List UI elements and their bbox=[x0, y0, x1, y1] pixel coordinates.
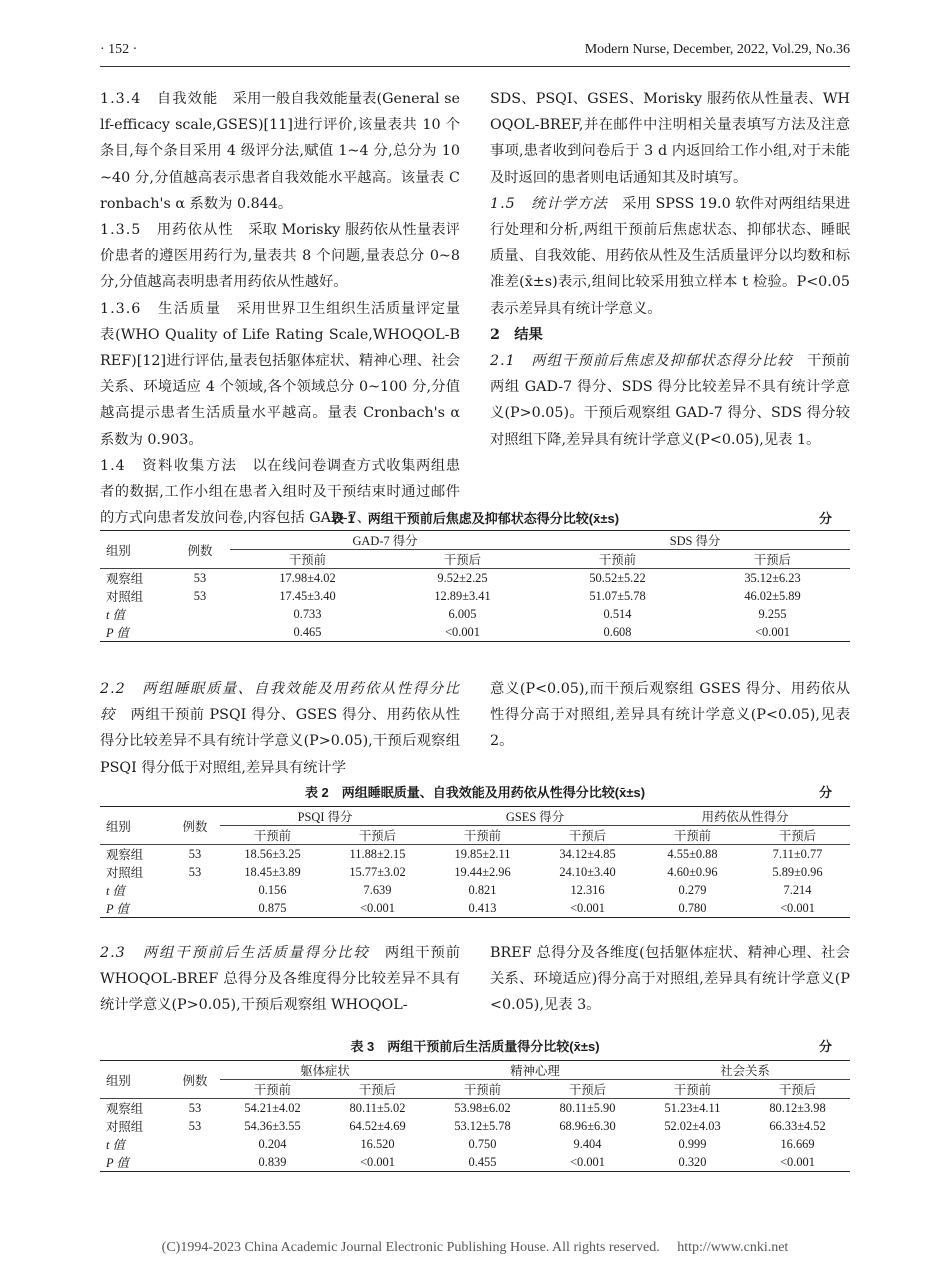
sub-header: 干预后 bbox=[745, 826, 850, 845]
table-row bbox=[100, 845, 850, 864]
cell: 0.780 bbox=[640, 899, 745, 918]
body-section-1 bbox=[100, 86, 850, 531]
cell: 0.156 bbox=[258, 882, 287, 897]
para-1-3-5 bbox=[100, 217, 460, 296]
journal-citation: Modern Nurse, December, 2022, Vol.29, No.36 bbox=[584, 42, 850, 57]
table-row bbox=[100, 623, 850, 642]
group-header: 社会关系 bbox=[640, 1061, 850, 1080]
cell: <0.001 bbox=[745, 1153, 850, 1172]
unit-label: 分 bbox=[818, 511, 832, 526]
sub-header: 干预后 bbox=[325, 826, 430, 845]
results-heading: 2 结果 bbox=[490, 326, 543, 343]
para-2-1 bbox=[490, 348, 850, 453]
cell: 0.875 bbox=[220, 899, 325, 918]
left-column-1 bbox=[100, 86, 460, 531]
para-text: 采用世界卫生组织生活质量评定量表(WHO Quality of Life Rating Scale,WHOQOL-BREF)[12]进行评估,量表包括躯体症状、精神心理、社会关系、环境适应 4 个领域,各个领域总分 0~100 分,分值越高提示患者生活质量水平越高。量表 Cronbach's α 系数为 0.903。 bbox=[100, 300, 460, 448]
para-text: 两组干预前 WHOQOL-BREF 总得分及各维度得分比较差异不具有统计学意义(P>0.05),干预后观察组 WHOQOL- bbox=[100, 945, 460, 1014]
sub-header: 干预后 bbox=[695, 550, 850, 569]
sub-header: 干预前 bbox=[230, 550, 385, 569]
cell: 54.36±3.55 bbox=[244, 1118, 301, 1133]
cell: 52.02±4.03 bbox=[664, 1118, 721, 1133]
sub-header: 干预后 bbox=[535, 826, 640, 845]
cell: <0.001 bbox=[535, 899, 640, 918]
cell: 9.52±2.25 bbox=[437, 570, 488, 585]
cell: 0.839 bbox=[220, 1153, 325, 1172]
para-head: 1.3.4 自我效能 bbox=[100, 91, 219, 107]
body-section-3 bbox=[100, 940, 850, 1019]
para-2-3-cont: BREF 总得分及各维度(包括躯体症状、精神心理、社会关系、环境适应)得分高于对照组,差异具有统计学意义(P<0.05),见表 3。 bbox=[490, 945, 850, 1014]
cell: <0.001 bbox=[325, 1153, 430, 1172]
row-label: P 值 bbox=[100, 623, 170, 642]
left-column-2 bbox=[100, 676, 460, 781]
col-group-header: 组别 bbox=[100, 807, 170, 845]
para-2-2-cont: 意义(P<0.05),而干预后观察组 GSES 得分、用药依从性得分高于对照组,差异具有统计学意义(P<0.05),见表 2。 bbox=[490, 681, 850, 750]
para-1-3-6 bbox=[100, 296, 460, 453]
para-text: 采用 SPSS 19.0 软件对两组结果进行处理和分析,两组干预前后焦虑状态、抑郁状态、睡眠质量、自我效能、用药依从性及生活质量评分以均数和标准差(x̄±s)表示,组间比较采用独立样本 t 检验。P<0.05 表示差异具有统计学意义。 bbox=[490, 195, 850, 317]
cell: 0.413 bbox=[430, 899, 535, 918]
cell: 46.02±5.89 bbox=[744, 588, 801, 603]
sub-header: 干预前 bbox=[220, 826, 325, 845]
group-header: GSES 得分 bbox=[430, 807, 640, 826]
cell: 80.11±5.02 bbox=[349, 1100, 406, 1115]
cell: 16.520 bbox=[360, 1136, 395, 1151]
left-column-3 bbox=[100, 940, 460, 1019]
sub-header: 干预前 bbox=[640, 1080, 745, 1099]
table-header-row bbox=[100, 1061, 850, 1080]
row-label: 观察组 bbox=[106, 1102, 144, 1116]
para-head: 1.5 统计学方法 bbox=[490, 195, 608, 212]
cell: 0.514 bbox=[603, 606, 632, 621]
para-text: 两组干预前 PSQI 得分、GSES 得分、用药依从性得分比较差异不具有统计学意义(P>0.05),干预后观察组 PSQI 得分低于对照组,差异具有统计学 bbox=[100, 707, 460, 776]
cell: 4.55±0.88 bbox=[667, 846, 718, 861]
table-row bbox=[100, 569, 850, 588]
caption-text: 表 2 两组睡眠质量、自我效能及用药依从性得分比较(x̄±s) bbox=[304, 785, 646, 800]
right-column-1 bbox=[490, 86, 850, 531]
header-rule bbox=[100, 66, 850, 67]
table-header-row bbox=[100, 807, 850, 826]
col-group-header: 组别 bbox=[100, 531, 170, 569]
cell bbox=[170, 1153, 220, 1172]
body-section-2 bbox=[100, 676, 850, 781]
cell: 0.465 bbox=[230, 623, 385, 642]
cell: 0.455 bbox=[430, 1153, 535, 1172]
unit-label: 分 bbox=[818, 785, 832, 800]
table-2 bbox=[100, 806, 850, 918]
group-header: 精神心理 bbox=[430, 1061, 640, 1080]
table-row bbox=[100, 881, 850, 899]
table-3 bbox=[100, 1060, 850, 1172]
cell: 53 bbox=[188, 846, 202, 861]
para-2-3 bbox=[100, 940, 460, 1019]
row-label: t 值 bbox=[106, 884, 125, 898]
cell bbox=[170, 605, 230, 623]
table-row bbox=[100, 1099, 850, 1118]
table-row bbox=[100, 1135, 850, 1153]
cell: 16.669 bbox=[780, 1136, 815, 1151]
group-header: SDS 得分 bbox=[540, 531, 850, 550]
col-n-header: 例数 bbox=[170, 1061, 220, 1099]
cell: 50.52±5.22 bbox=[589, 570, 646, 585]
cell: 12.89±3.41 bbox=[434, 588, 491, 603]
para-2-2 bbox=[100, 676, 460, 781]
para-head: 1.3.5 用药依从性 bbox=[100, 222, 234, 239]
cell: 64.52±4.69 bbox=[349, 1118, 406, 1133]
cell: 0.279 bbox=[678, 882, 707, 897]
cell: 17.98±4.02 bbox=[279, 570, 336, 585]
col-n-header: 例数 bbox=[170, 531, 230, 569]
cell: 11.88±2.15 bbox=[349, 846, 406, 861]
cell: <0.001 bbox=[385, 623, 540, 642]
cell: 54.21±4.02 bbox=[244, 1100, 301, 1115]
cell: 53 bbox=[193, 588, 207, 603]
cell: 15.77±3.02 bbox=[349, 864, 406, 879]
row-label: 对照组 bbox=[106, 1120, 144, 1134]
cell: 0.608 bbox=[540, 623, 695, 642]
para-head: 2.1 两组干预前后焦虑及抑郁状态得分比较 bbox=[490, 353, 793, 370]
cell: 17.45±3.40 bbox=[279, 588, 336, 603]
para-text: 以在线问卷调查方式收集两组患者的数据,工作小组在患者入组时及干预结束时通过邮件的方式向患者发放问卷,内容包括 GAD-7、 bbox=[100, 457, 460, 527]
cell: 9.255 bbox=[758, 606, 787, 621]
para-1-3-4 bbox=[100, 86, 460, 217]
cell: 34.12±4.85 bbox=[559, 846, 616, 861]
row-label: t 值 bbox=[106, 1138, 125, 1152]
table-row bbox=[100, 605, 850, 623]
cell: 19.85±2.11 bbox=[454, 846, 511, 861]
sub-header: 干预后 bbox=[385, 550, 540, 569]
cell bbox=[170, 1135, 220, 1153]
row-label: 对照组 bbox=[106, 866, 144, 880]
para-head: 1.3.6 生活质量 bbox=[100, 300, 222, 317]
cell: 53.98±6.02 bbox=[454, 1100, 511, 1115]
cell: 18.56±3.25 bbox=[244, 846, 301, 861]
table-row bbox=[100, 863, 850, 881]
caption-text: 表 1 两组干预前后焦虑及抑郁状态得分比较(x̄±s) bbox=[330, 511, 620, 526]
sub-header: 干预前 bbox=[640, 826, 745, 845]
cell: 66.33±4.52 bbox=[769, 1118, 826, 1133]
cell: 80.11±5.90 bbox=[559, 1100, 616, 1115]
right-column-2 bbox=[490, 676, 850, 781]
col-n-header: 例数 bbox=[170, 807, 220, 845]
row-label: P 值 bbox=[100, 1153, 170, 1172]
cell: 53.12±5.78 bbox=[454, 1118, 511, 1133]
cell: 7.11±0.77 bbox=[772, 846, 823, 861]
table-row bbox=[100, 587, 850, 605]
para-head: 1.4 资料收集方法 bbox=[100, 457, 238, 474]
cell: <0.001 bbox=[325, 899, 430, 918]
cell: 0.750 bbox=[468, 1136, 497, 1151]
sub-header: 干预前 bbox=[540, 550, 695, 569]
cell: 0.999 bbox=[678, 1136, 707, 1151]
cell: 12.316 bbox=[570, 882, 605, 897]
para-head: 2.3 两组干预前后生活质量得分比较 bbox=[100, 945, 370, 961]
row-label: 观察组 bbox=[106, 572, 144, 586]
group-header: 用药依从性得分 bbox=[640, 807, 850, 826]
sub-header: 干预后 bbox=[325, 1080, 430, 1099]
cell: 0.204 bbox=[258, 1136, 287, 1151]
cell: 18.45±3.89 bbox=[244, 864, 301, 879]
cell: 51.07±5.78 bbox=[589, 588, 646, 603]
cell: 53 bbox=[193, 570, 207, 585]
para-1-5 bbox=[490, 191, 850, 322]
cell: 80.12±3.98 bbox=[769, 1100, 826, 1115]
cell: <0.001 bbox=[745, 899, 850, 918]
cell: 9.404 bbox=[573, 1136, 602, 1151]
unit-label: 分 bbox=[818, 1039, 832, 1054]
cell: 19.44±2.96 bbox=[454, 864, 511, 879]
cell: 5.89±0.96 bbox=[772, 864, 823, 879]
table-header-row bbox=[100, 531, 850, 550]
cell: 7.639 bbox=[363, 882, 392, 897]
cell: 51.23±4.11 bbox=[664, 1100, 721, 1115]
row-label: P 值 bbox=[100, 899, 170, 918]
cell bbox=[170, 623, 230, 642]
row-label: 观察组 bbox=[106, 848, 144, 862]
caption-text: 表 3 两组干预前后生活质量得分比较(x̄±s) bbox=[350, 1039, 600, 1054]
group-header: 躯体症状 bbox=[220, 1061, 430, 1080]
cell: 53 bbox=[188, 864, 202, 879]
sub-header: 干预前 bbox=[220, 1080, 325, 1099]
cell: 35.12±6.23 bbox=[744, 570, 801, 585]
para-1-4-cont: SDS、PSQI、GSES、Morisky 服药依从性量表、WHOQOL-BREF,并在邮件中注明相关量表填写方法及注意事项,患者收到问卷后于 3 d 内返回给工作小组,对于未能及时返回的患者则电话通知其及时填写。 bbox=[490, 91, 850, 186]
cell: 53 bbox=[188, 1100, 202, 1115]
para-text: 采用一般自我效能量表(General self-efficacy scale,GSES)[11]进行评价,该量表共 10 个条目,每个条目采用 4 级评分法,赋值 1~4 分,总分为 10~40 分,分值越高表示患者自我效能水平越高。该量表 Cronbach's α 系数为 0.844。 bbox=[100, 91, 460, 212]
row-label: t 值 bbox=[106, 608, 125, 622]
table-row bbox=[100, 1153, 850, 1172]
copyright-footer: (C)1994-2023 China Academic Journal Electronic Publishing House. All rights reserved. http://www.cnki.net bbox=[161, 1240, 789, 1255]
sub-header: 干预后 bbox=[745, 1080, 850, 1099]
group-header: GAD-7 得分 bbox=[230, 531, 540, 550]
cell: 4.60±0.96 bbox=[667, 864, 718, 879]
table-1-caption bbox=[100, 508, 850, 527]
cell: <0.001 bbox=[535, 1153, 640, 1172]
sub-header: 干预前 bbox=[430, 826, 535, 845]
cell: 0.733 bbox=[293, 606, 322, 621]
cell: 0.821 bbox=[468, 882, 497, 897]
para-text: 采取 Morisky 服药依从性量表评价患者的遵医用药行为,量表共 8 个问题,量表总分 0~8 分,分值越高表明患者用药依从性越好。 bbox=[100, 222, 460, 291]
cell: <0.001 bbox=[695, 623, 850, 642]
table-3-caption bbox=[100, 1036, 850, 1055]
sub-header: 干预前 bbox=[430, 1080, 535, 1099]
page-number: · 152 · bbox=[100, 42, 138, 57]
cell: 7.214 bbox=[783, 882, 812, 897]
cell: 53 bbox=[188, 1118, 202, 1133]
row-label: 对照组 bbox=[106, 590, 144, 604]
sub-header: 干预后 bbox=[535, 1080, 640, 1099]
table-1 bbox=[100, 530, 850, 642]
para-text: 干预前两组 GAD-7 得分、SDS 得分比较差异不具有统计学意义(P>0.05)。干预后观察组 GAD-7 得分、SDS 得分较对照组下降,差异具有统计学意义(P<0.05),见表 1。 bbox=[490, 353, 850, 448]
table-row bbox=[100, 1117, 850, 1135]
cell: 24.10±3.40 bbox=[559, 864, 616, 879]
cell bbox=[170, 899, 220, 918]
table-2-caption bbox=[100, 782, 850, 801]
group-header: PSQI 得分 bbox=[220, 807, 430, 826]
cell: 0.320 bbox=[640, 1153, 745, 1172]
cell: 68.96±6.30 bbox=[559, 1118, 616, 1133]
col-group-header: 组别 bbox=[100, 1061, 170, 1099]
right-column-3 bbox=[490, 940, 850, 1019]
table-row bbox=[100, 899, 850, 918]
cell bbox=[170, 881, 220, 899]
cell: 6.005 bbox=[448, 606, 477, 621]
para-head: 2.2 两组睡眠质量、自我效能及用药依从性得分比较 bbox=[100, 681, 460, 724]
